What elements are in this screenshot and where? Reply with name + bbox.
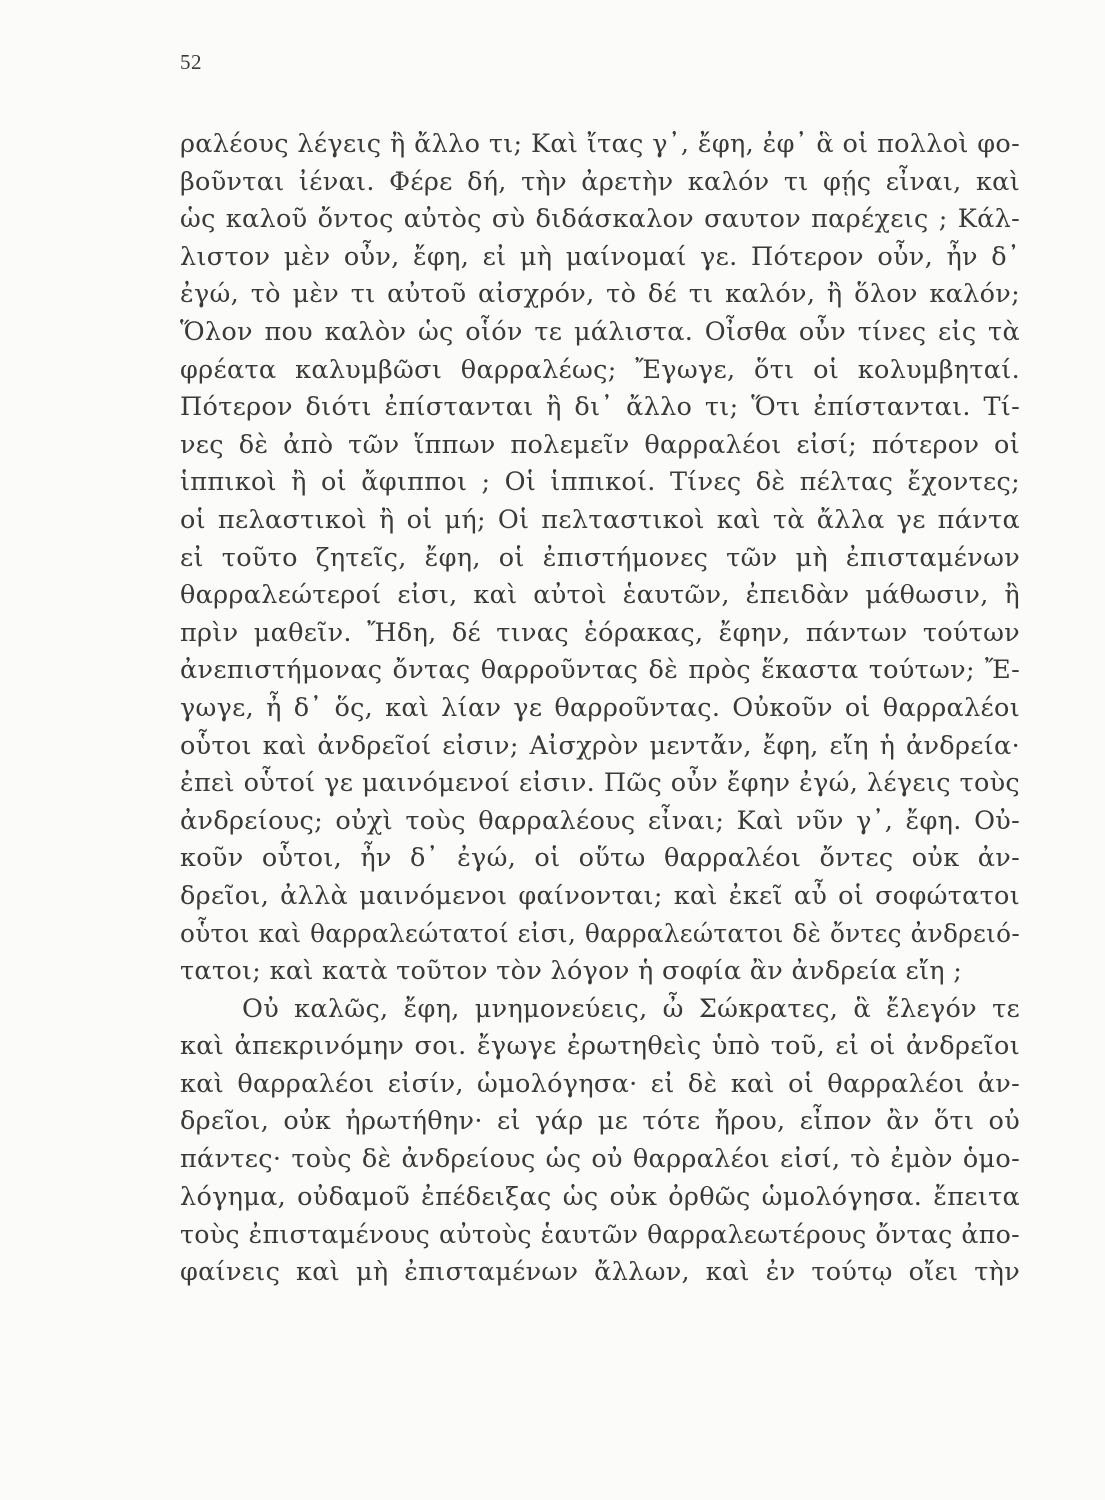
text-line: καὶ ἀπεκρινόμην σοι. ἔγωγε ἐρωτηθεὶς ὑπὸ τοῦ, εἰ οἱ ἀνδρεῖοι (180, 1031, 1020, 1062)
text-line: φαίνεις καὶ μὴ ἐπισταμένων ἄλλων, καὶ ἐν τούτῳ οἴει τὴν (180, 1256, 1020, 1287)
text-line: τατοι; καὶ κατὰ τοῦτον τὸν λόγον ἡ σοφία ἂν ἀνδρεία εἴη ; (180, 956, 963, 987)
text-line: λόγημα, οὐδαμοῦ ἐπέδειξας ὡς οὐκ ὀρθῶς ὡμολόγησα. ἔπειτα (180, 1181, 1020, 1212)
paragraph-1 (180, 126, 1020, 991)
text-line: λιστον μὲν οὖν, ἔφη, εἰ μὴ μαίνομαί γε. Πότερον οὖν, ἦν δ᾽ (180, 241, 1020, 272)
text-line: ἱππικοὶ ἢ οἱ ἄφιπποι ; Οἱ ἱππικοί. Τίνες δὲ πέλτας ἔχοντες; (180, 467, 1020, 498)
text-line: ἐπεὶ οὗτοί γε μαινόμενοί εἰσιν. Πῶς οὖν ἔφην ἐγώ, λέγεις τοὺς (180, 768, 1020, 799)
text-line: ἀνδρείους; οὐχὶ τοὺς θαρραλέους εἶναι; Καὶ νῦν γ᾽, ἔφη. Οὐ- (180, 805, 1020, 836)
text-line: τοὺς ἐπισταμένους αὐτοὺς ἑαυτῶν θαρραλεωτέρους ὄντας ἀπο- (180, 1220, 1020, 1250)
text-line: οἱ πελαστικοὶ ἢ οἱ μή; Οἱ πελταστικοὶ καὶ τὰ ἄλλα γε πάντα (180, 504, 1020, 535)
text-line: πρὶν μαθεῖν. Ἤδη, δέ τινας ἑόρακας, ἔφην, πάντων τούτων (180, 617, 1020, 648)
text-line: ἐγώ, τὸ μὲν τι αὐτοῦ αἰσχρόν, τὸ δέ τι καλόν, ἢ ὅλον καλόν; (180, 279, 1020, 310)
text-line: κοῦν οὗτοι, ἦν δ᾽ ἐγώ, οἱ οὕτω θαρραλέοι ὄντες οὐκ ἀν- (180, 843, 1020, 874)
text-line: θαρραλεώτεροί εἰσι, καὶ αὐτοὶ ἑαυτῶν, ἐπειδὰν μάθωσιν, ἢ (180, 580, 1020, 611)
text-line: δρεῖοι, ἀλλὰ μαινόμενοι φαίνονται; καὶ ἐκεῖ αὖ οἱ σοφώτατοι (180, 880, 1020, 911)
text-line: γωγε, ἦ δ᾽ ὅς, καὶ λίαν γε θαρροῦντας. Οὐκοῦν οἱ θαρραλέοι (180, 692, 1020, 723)
text-line: ραλέους λέγεις ἢ ἄλλο τι; Καὶ ἴτας γ᾽, ἔφη, ἐφ᾽ ἃ οἱ πολλοὶ φο- (180, 129, 1020, 159)
text-line: ἀνεπιστήμονας ὄντας θαρροῦντας δὲ πρὸς ἕκαστα τούτων; Ἔ- (180, 655, 1020, 686)
text-line: πάντες· τοὺς δὲ ἀνδρείους ὡς οὐ θαρραλέοι εἰσί, τὸ ἐμὸν ὁμο- (180, 1144, 1020, 1175)
text-line: νες δὲ ἀπὸ τῶν ἵππων πολεμεῖν θαρραλέοι εἰσί; πότερον οἱ (180, 429, 1020, 460)
text-line: ὡς καλοῦ ὄντος αὐτὸς σὺ διδάσκαλον σαυτον παρέχεις ; Κάλ- (180, 204, 1020, 235)
text-line: καὶ θαρραλέοι εἰσίν, ὡμολόγησα· εἰ δὲ καὶ οἱ θαρραλέοι ἀν- (180, 1068, 1020, 1099)
text-line: Πότερον διότι ἐπίστανται ἢ δι᾽ ἄλλο τι; Ὅτι ἐπίστανται. Τί- (180, 392, 1020, 423)
paragraph-2 (180, 991, 1020, 1292)
text-line: εἰ τοῦτο ζητεῖς, ἔφη, οἱ ἐπιστήμονες τῶν μὴ ἐπισταμένων (180, 542, 1020, 573)
page-number: 52 (180, 50, 202, 74)
text-line: οὗτοι καὶ θαρραλεώτατοί εἰσι, θαρραλεώτατοι δὲ ὄντες ἀνδρειό- (180, 919, 1020, 949)
text-line: Ὅλον που καλὸν ὡς οἷόν τε μάλιστα. Οἶσθα οὖν τίνες εἰς τὰ (180, 316, 1020, 347)
text-line: δρεῖοι, οὐκ ἠρωτήθην· εἰ γάρ με τότε ἤρου, εἶπον ἂν ὅτι οὐ (180, 1106, 1020, 1137)
text-line: φρέατα καλυμβῶσι θαρραλέως; Ἔγωγε, ὅτι οἱ κολυμβηταί. (180, 354, 1020, 385)
text-line: οὗτοι καὶ ἀνδρεῖοί εἰσιν; Αἰσχρὸν μεντἄν, ἔφη, εἴη ἡ ἀνδρεία· (180, 730, 1020, 761)
main-text (180, 126, 1020, 1291)
text-line: βοῦνται ἰέναι. Φέρε δή, τὴν ἀρετὴν καλόν τι φῄς εἶναι, καὶ (180, 166, 1020, 197)
text-line: Οὐ καλῶς, ἔφη, μνημονεύεις, ὦ Σώκρατες, ἃ ἔλεγόν τε (242, 993, 1020, 1024)
